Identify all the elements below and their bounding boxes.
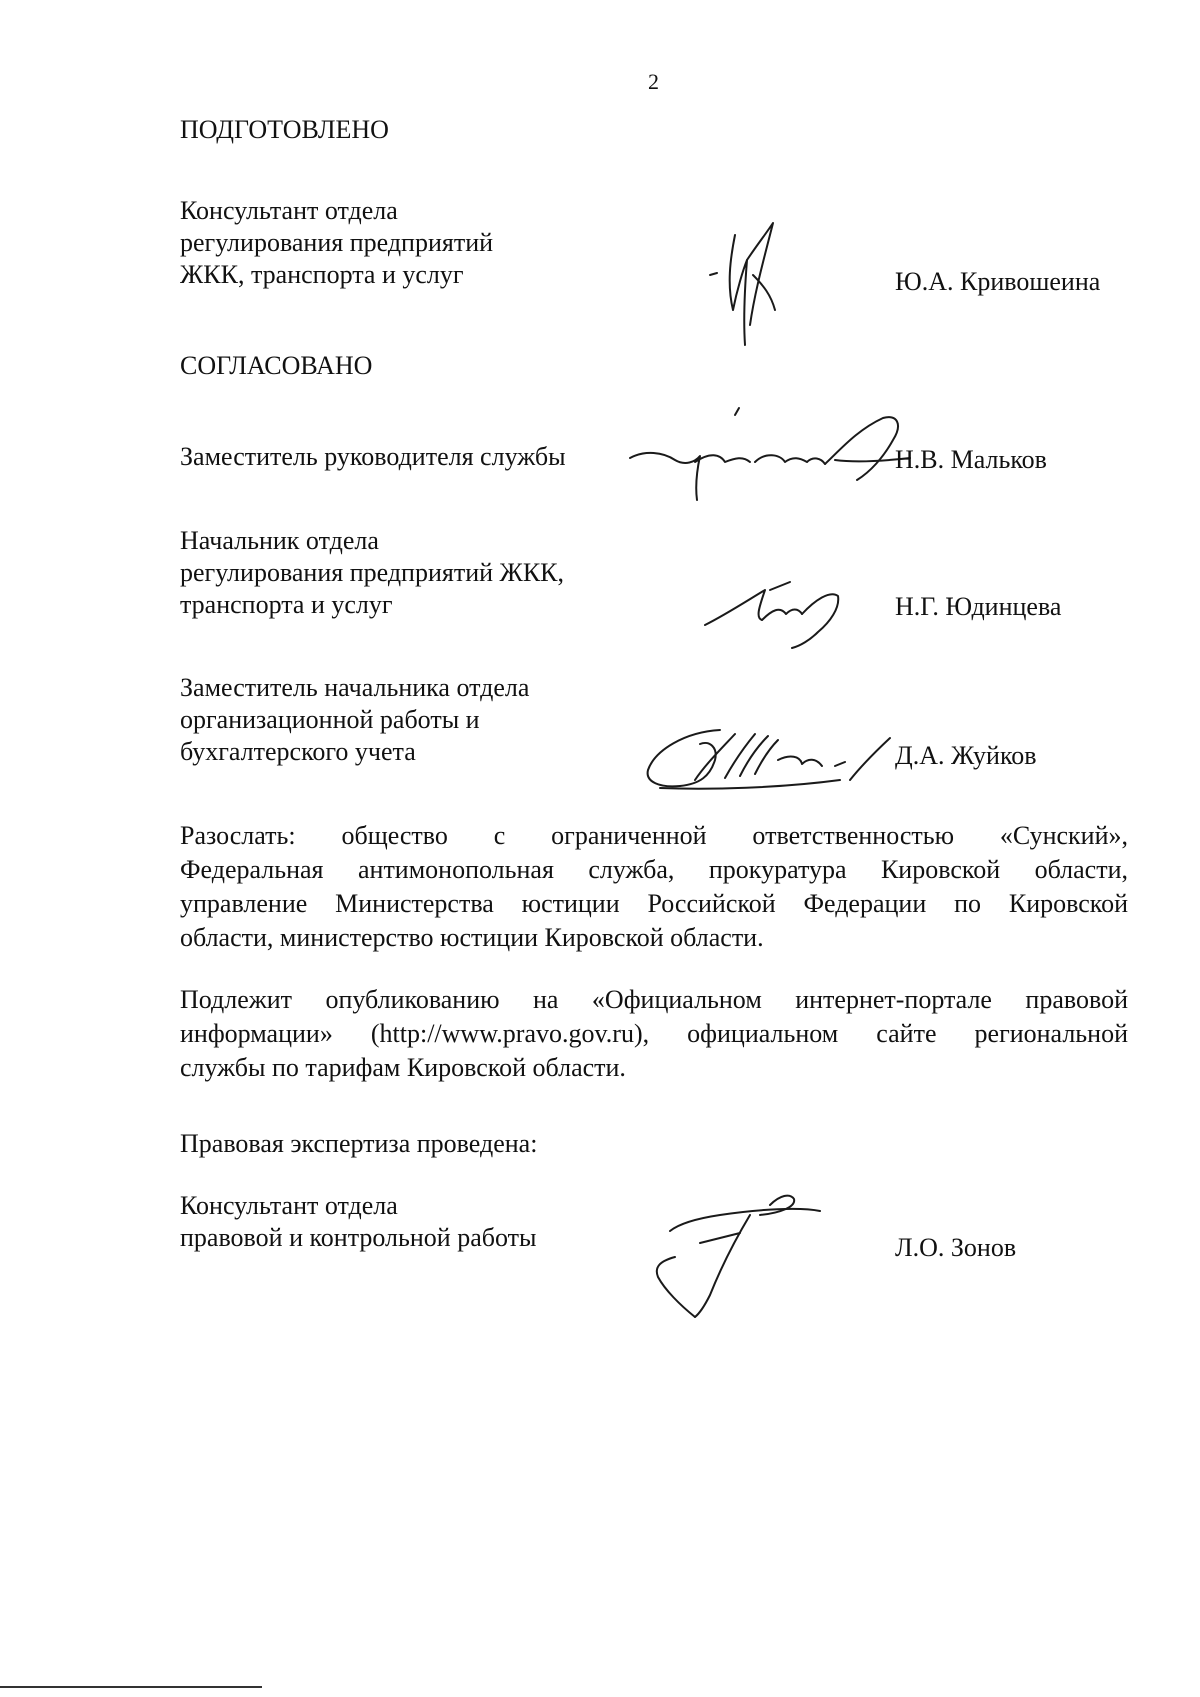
agreed-position-1 [180, 441, 566, 473]
signature-zonov [640, 1185, 830, 1325]
position-line: Начальник отдела [180, 526, 379, 555]
prepared-name: Ю.А. Кривошеина [895, 267, 1101, 296]
page-number: 2 [648, 69, 659, 94]
agreed-position-2 [180, 525, 564, 621]
paragraph-line: Подлежит опубликованию на «Официальном интернет-портале правовой [180, 985, 1128, 1014]
legal-review-name: Л.О. Зонов [895, 1233, 1017, 1262]
paragraph-line: информации» (http://www.pravo.gov.ru), официальном сайте региональной [180, 1019, 1128, 1048]
paragraph-line: Федеральная антимонопольная служба, прокуратура Кировской области, [180, 855, 1128, 884]
signature-zhuykov [640, 710, 900, 800]
position-line: Консультант отдела [180, 1191, 398, 1220]
legal-review-heading: Правовая экспертиза проведена: [180, 1129, 538, 1158]
position-line: организационной работы и [180, 705, 480, 734]
distribution-paragraph [180, 820, 1128, 956]
agreed-heading: СОГЛАСОВАНО [180, 351, 373, 380]
bottom-rule [0, 1686, 262, 1688]
agreed-position-3 [180, 672, 529, 768]
agreed-name-1: Н.В. Мальков [895, 445, 1047, 474]
signature-yudintseva [700, 570, 850, 650]
position-line: бухгалтерского учета [180, 737, 416, 766]
legal-review-position [180, 1190, 536, 1254]
position-line: регулирования предприятий ЖКК, [180, 558, 565, 587]
position-line: Заместитель начальника отдела [180, 673, 530, 702]
paragraph-line: области, министерство юстиции Кировской области. [180, 923, 764, 952]
paragraph-line: Разослать: общество с ограниченной ответственностью «Сунский», [180, 821, 1128, 850]
paragraph-line: службы по тарифам Кировской области. [180, 1053, 626, 1082]
position-line: Заместитель руководителя службы [180, 442, 566, 471]
paragraph-line: управление Министерства юстиции Российской Федерации по Кировской [180, 889, 1128, 918]
agreed-name-2: Н.Г. Юдинцева [895, 592, 1062, 621]
signature-malkov [625, 400, 915, 510]
position-line: правовой и контрольной работы [180, 1223, 537, 1252]
position-line: транспорта и услуг [180, 590, 393, 619]
signature-krivosheina [705, 215, 795, 355]
prepared-position [180, 195, 493, 291]
position-line: ЖКК, транспорта и услуг [180, 260, 464, 289]
publication-paragraph [180, 984, 1128, 1086]
prepared-heading: ПОДГОТОВЛЕНО [180, 115, 389, 144]
position-line: Консультант отдела [180, 196, 398, 225]
position-line: регулирования предприятий [180, 228, 494, 257]
agreed-name-3: Д.А. Жуйков [895, 741, 1037, 770]
